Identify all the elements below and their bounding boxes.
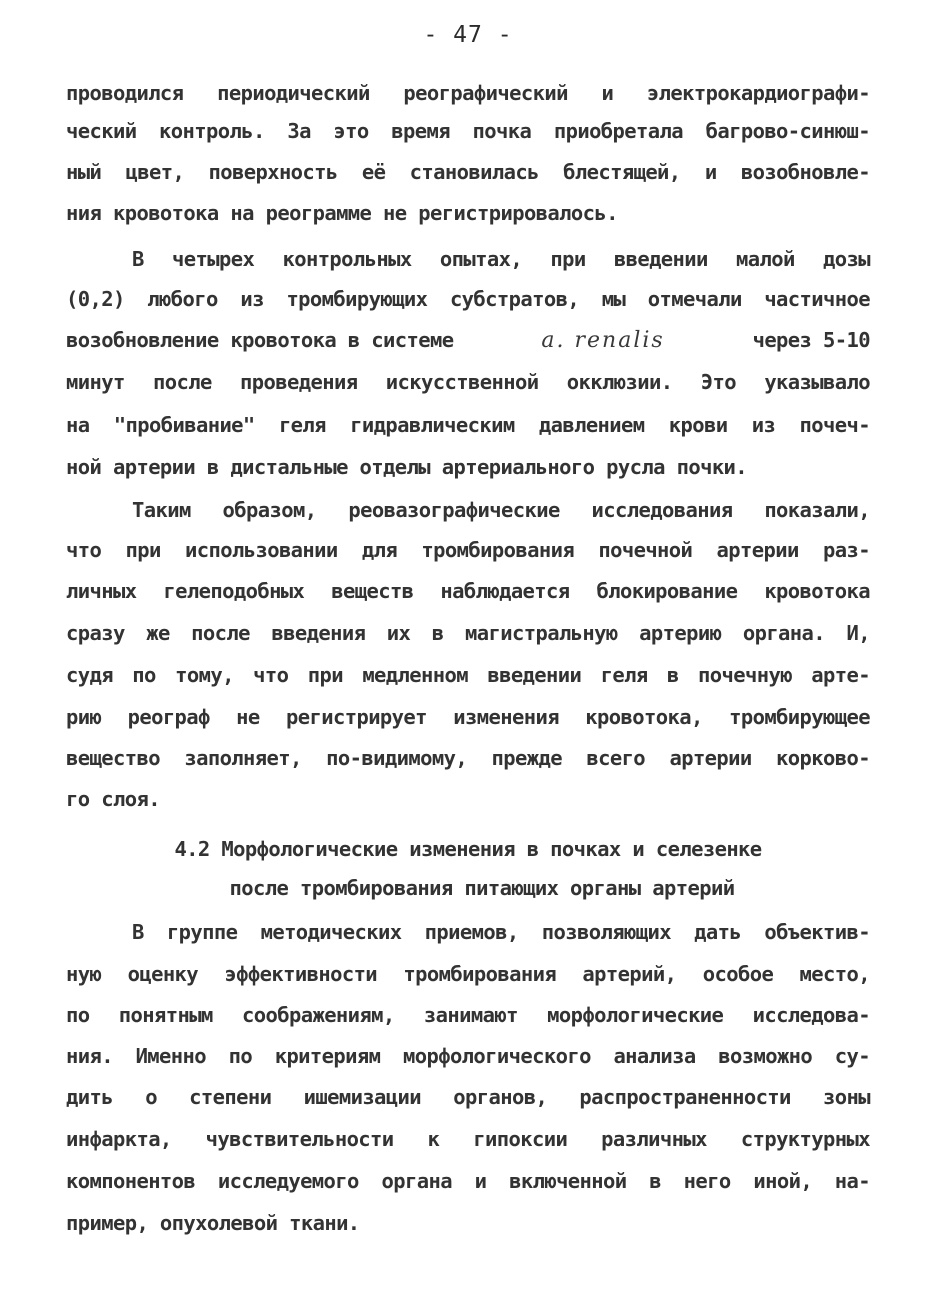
text-line: В группе методических приемов, позволяющих дать объектив- xyxy=(132,920,870,944)
text-line: проводился периодический реографический и электрокардиографи- xyxy=(66,81,870,105)
text-line: сразу же после введения их в магистральную артерию органа. И, xyxy=(66,621,870,645)
page-number: - 47 - xyxy=(423,22,513,48)
text-line: вещество заполняет, по-видимому, прежде всего артерии корково- xyxy=(66,746,870,770)
text-line xyxy=(66,325,870,355)
text-line: ческий контроль. За это время почка приобретала багрово-синюш- xyxy=(66,119,870,143)
text-line: инфаркта, чувствительности к гипоксии различных структурных xyxy=(66,1127,870,1151)
text-line: рию реограф не регистрирует изменения кровотока, тромбирующее xyxy=(66,705,870,729)
text-line: дить о степени ишемизации органов, распространенности зоны xyxy=(66,1085,870,1109)
text-line: по понятным соображениям, занимают морфологические исследова- xyxy=(66,1003,870,1027)
text-line: ния. Именно по критериям морфологического анализа возможно су- xyxy=(66,1044,870,1068)
text-line: В четырех контрольных опытах, при введении малой дозы xyxy=(132,247,870,271)
text-line: (0,2) любого из тромбирующих субстратов, мы отмечали частичное xyxy=(66,287,870,311)
text-line: ной артерии в дистальные отделы артериального русла почки. xyxy=(66,455,748,479)
heading-line-2: после тромбирования питающих органы артерий xyxy=(229,876,735,900)
text-line-end: через 5-10 xyxy=(752,328,870,352)
text-line: компонентов исследуемого органа и включенной в него иной, на- xyxy=(66,1169,870,1193)
heading-line-1: 4.2 Морфологические изменения в почках и селезенке xyxy=(174,837,762,861)
text-line: личных гелеподобных веществ наблюдается блокирование кровотока xyxy=(66,579,870,603)
text-line: Таким образом, реовазографические исследования показали, xyxy=(132,498,870,522)
text-line: ный цвет, поверхность её становилась блестящей, и возобновле- xyxy=(66,160,870,184)
text-line: минут после проведения искусственной окклюзии. Это указывало xyxy=(66,370,870,394)
text-line: пример, опухолевой ткани. xyxy=(66,1211,360,1235)
text-line: ную оценку эффективности тромбирования артерий, особое место, xyxy=(66,962,870,986)
handwritten-insert: a. renalis xyxy=(541,328,665,353)
text-line: ния кровотока на реограмме не регистрировалось. xyxy=(66,201,618,225)
text-line: на "пробивание" геля гидравлическим давлением крови из почеч- xyxy=(66,413,870,437)
text-line: что при использовании для тромбирования почечной артерии раз- xyxy=(66,538,870,562)
text-line: го слоя. xyxy=(66,787,160,811)
text-line-start: возобновление кровотока в системе xyxy=(66,328,454,352)
text-line: судя по тому, что при медленном введении геля в почечную арте- xyxy=(66,663,870,687)
